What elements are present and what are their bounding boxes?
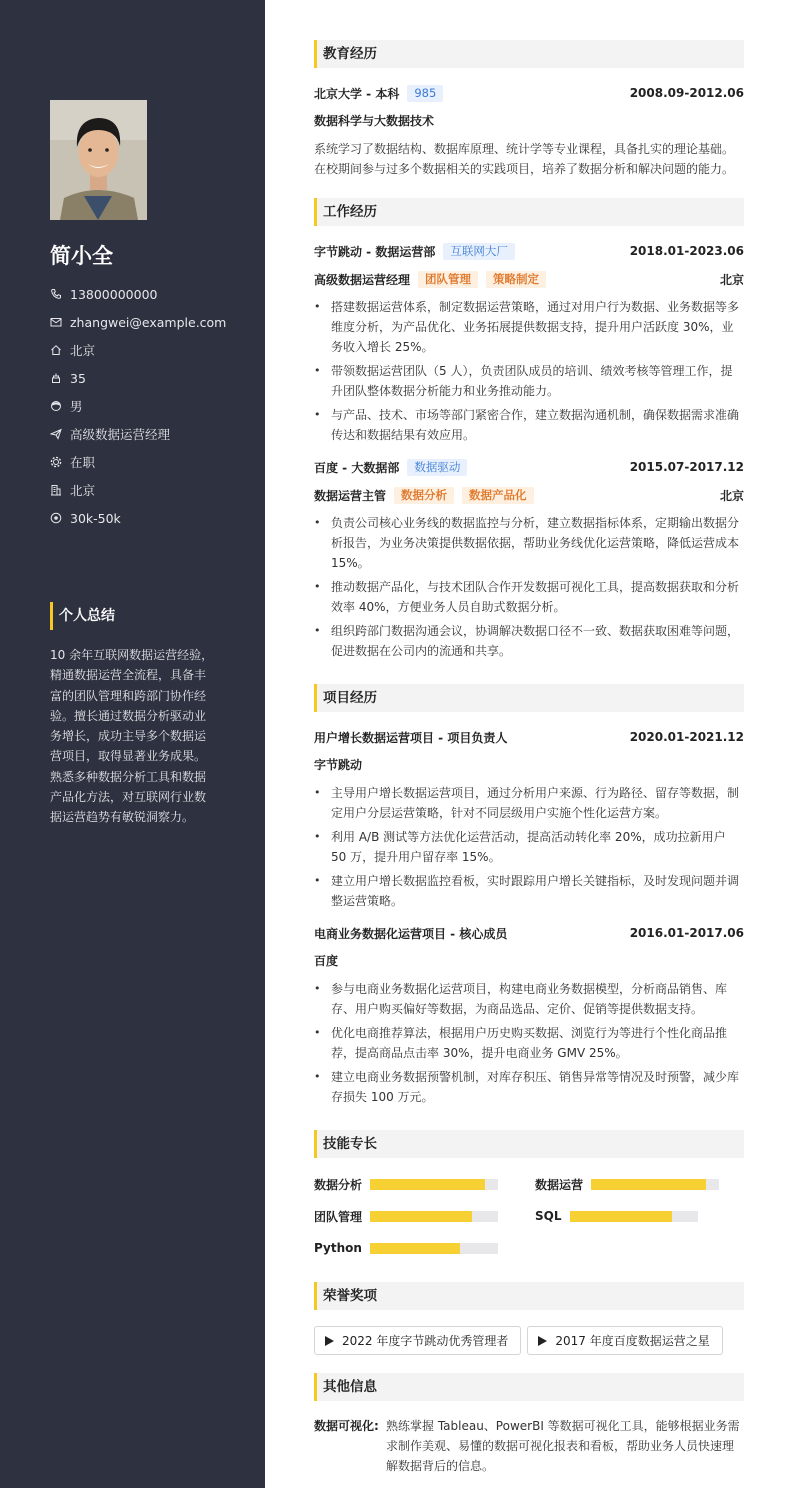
gender-icon [50, 400, 62, 412]
work-header [314, 241, 744, 261]
awards-list [314, 1326, 744, 1355]
contact-phone [50, 280, 250, 308]
skill-name: Python [314, 1241, 362, 1255]
role-tag: 数据产品化 [462, 487, 534, 504]
play-icon [538, 1336, 547, 1346]
section-title-education: 教育经历 [314, 40, 744, 68]
skill-bar-fill [370, 1179, 485, 1190]
skill-bar [370, 1211, 498, 1222]
project-company: 百度 [314, 954, 339, 968]
project-header [314, 923, 744, 943]
skill-item [314, 1238, 498, 1258]
role-tag: 策略制定 [486, 271, 546, 288]
profile-name: 简小全 [50, 244, 113, 268]
mail-icon [50, 316, 62, 328]
home-icon [50, 344, 62, 356]
list-item: • 建立用户增长数据监控看板，实时跟踪用户增长关键指标，及时发现问题并调整运营策略。 [314, 871, 744, 911]
work-role: 高级数据运营经理 [314, 272, 411, 287]
award-chip[interactable] [527, 1326, 722, 1355]
list-item: • 建立电商业务数据预警机制，对库存积压、销售异常等情况及时预警，减少库存损失 100 万元。 [314, 1067, 744, 1107]
contact-email[interactable] [50, 308, 250, 336]
send-icon [50, 428, 62, 440]
summary-title: 个人总结 [50, 602, 115, 630]
list-item: • 利用 A/B 测试等方法优化运营活动，提高活动转化率 20%，成功拉新用户 50 万，提升用户留存率 15%。 [314, 827, 744, 867]
school-name: 北京大学 - 本科 [314, 86, 400, 101]
skill-bar [370, 1243, 498, 1254]
education-date: 2008.09-2012.06 [629, 86, 744, 100]
skill-item [535, 1206, 698, 1226]
work-date: 2018.01-2023.06 [629, 244, 744, 258]
building-icon [50, 484, 62, 496]
skill-item [314, 1206, 498, 1226]
skill-bar [570, 1211, 698, 1222]
award-chip[interactable] [314, 1326, 521, 1355]
contact-status [50, 448, 250, 476]
section-title-awards: 荣誉奖项 [314, 1282, 744, 1310]
phone-icon [50, 288, 62, 300]
sidebar [0, 0, 265, 1488]
work-role-row [314, 485, 744, 505]
work-header [314, 457, 744, 477]
award-label: 2022 年度字节跳动优秀管理者 [342, 1334, 509, 1348]
list-item: • 负责公司核心业务线的数据监控与分析，建立数据指标体系，定期输出数据分析报告，为业务决策提供数据依据，帮助业务线优化运营策略，降低运营成本 15%。 [314, 513, 744, 573]
other-text: 熟练掌握 Tableau、PowerBI 等数据可视化工具，能够根据业务需求制作美观、易懂的数据可视化报表和看板，帮助业务人员快速理解数据背后的信息。 [386, 1419, 740, 1473]
list-item: • 搭建数据运营体系，制定数据运营策略，通过对用户行为数据、业务数据等多维度分析，为产品优化、业务拓展提供数据支持，提升用户活跃度 30%，业务收入增长 25%。 [314, 297, 744, 357]
work-tag: 数据驱动 [407, 459, 467, 476]
other-info [314, 1416, 744, 1476]
list-item: • 参与电商业务数据化运营项目，构建电商业务数据模型，分析商品销售、库存、用户购买偏好等数据，为商品选品、定价、促销等提供数据支持。 [314, 979, 744, 1019]
award-label: 2017 年度百度数据运营之星 [555, 1334, 710, 1348]
list-item: • 带领数据运营团队（5 人），负责团队成员的培训、绩效考核等管理工作，提升团队整体数据分析能力和业务推动能力。 [314, 361, 744, 401]
skill-name: 团队管理 [314, 1209, 363, 1224]
school-tag: 985 [407, 85, 443, 102]
list-item: • 优化电商推荐算法，根据用户历史购买数据、浏览行为等进行个性化商品推荐，提高商品点击率 30%，提升电商业务 GMV 25%。 [314, 1023, 744, 1063]
skill-item [535, 1174, 719, 1194]
contact-list [50, 280, 250, 532]
work-company: 字节跳动 - 数据运营部 [314, 244, 436, 259]
skills-grid [314, 1174, 744, 1262]
work-location: 北京 [719, 272, 744, 287]
list-item: • 推动数据产品化，与技术团队合作开发数据可视化工具，提高数据获取和分析效率 40%，方便业务人员自助式数据分析。 [314, 577, 744, 617]
contact-workplace [50, 476, 250, 504]
work-bullets [314, 513, 744, 661]
contact-text: zhangwei@example.com [70, 314, 227, 330]
work-company: 百度 - 大数据部 [314, 460, 400, 475]
skill-name: 数据运营 [535, 1177, 584, 1192]
education-major: 数据科学与大数据技术 [314, 114, 435, 128]
project-bullets [314, 783, 744, 911]
work-location: 北京 [719, 488, 744, 503]
project-name: 用户增长数据运营项目 - 项目负责人 [314, 730, 508, 745]
contact-gender [50, 392, 250, 420]
play-icon [325, 1336, 334, 1346]
skill-item [314, 1174, 498, 1194]
contact-text: 男 [70, 399, 83, 414]
contact-age [50, 364, 250, 392]
project-item [314, 923, 744, 1107]
contact-text: 35 [70, 370, 86, 386]
education-header [314, 83, 744, 103]
work-bullets [314, 297, 744, 445]
work-role-row [314, 269, 744, 289]
contact-city [50, 336, 250, 364]
project-date: 2020.01-2021.12 [629, 730, 744, 744]
role-tag: 团队管理 [418, 271, 478, 288]
project-header [314, 727, 744, 747]
skill-name: SQL [535, 1209, 562, 1223]
work-date: 2015.07-2017.12 [629, 460, 744, 474]
section-title-projects: 项目经历 [314, 684, 744, 712]
skill-bar-fill [591, 1179, 706, 1190]
section-title-work: 工作经历 [314, 198, 744, 226]
main-content [314, 40, 744, 1476]
project-company: 字节跳动 [314, 758, 363, 772]
avatar [50, 100, 147, 220]
work-item [314, 241, 744, 445]
contact-text: 30k-50k [70, 510, 121, 526]
salary-icon [50, 512, 62, 524]
project-bullets [314, 979, 744, 1107]
list-item: • 与产品、技术、市场等部门紧密合作，建立数据沟通机制，确保数据需求准确传达和数据结果有效应用。 [314, 405, 744, 445]
list-item: • 组织跨部门数据沟通会议，协调解决数据口径不一致、数据获取困难等问题，促进数据在公司内的流通和共享。 [314, 621, 744, 661]
skill-bar-fill [370, 1211, 472, 1222]
project-date: 2016.01-2017.06 [629, 926, 744, 940]
status-icon [50, 456, 62, 468]
contact-text: 在职 [70, 455, 96, 470]
contact-position [50, 420, 250, 448]
contact-text: 高级数据运营经理 [70, 427, 171, 442]
work-tag: 互联网大厂 [443, 243, 515, 260]
contact-text: 13800000000 [70, 286, 158, 302]
skill-bar [370, 1179, 498, 1190]
other-label: 数据可视化: [314, 1419, 379, 1433]
summary-text: 10 余年互联网数据运营经验，精通数据运营全流程，具备丰富的团队管理和跨部门协作经验。擅长通过数据分析驱动业务增长，成功主导多个数据运营项目，取得显著业务成果。熟悉多种数据分析工具和数据产品化方法，对互联网行业数据运营趋势有敏锐洞察力。 [50, 648, 214, 825]
skill-bar [591, 1179, 719, 1190]
skill-name: 数据分析 [314, 1177, 363, 1192]
project-name: 电商业务数据化运营项目 - 核心成员 [314, 926, 508, 941]
education-desc: 系统学习了数据结构、数据库原理、统计学等专业课程，具备扎实的理论基础。在校期间参与过多个数据相关的实践项目，培养了数据分析和解决问题的能力。 [314, 142, 735, 176]
contact-text: 北京 [70, 483, 96, 498]
section-title-skills: 技能专长 [314, 1130, 744, 1158]
contact-salary [50, 504, 250, 532]
list-item: • 主导用户增长数据运营项目，通过分析用户来源、行为路径、留存等数据，制定用户分层运营策略，针对不同层级用户实施个性化运营方案。 [314, 783, 744, 823]
skill-bar-fill [370, 1243, 460, 1254]
skill-bar-fill [570, 1211, 672, 1222]
project-item [314, 727, 744, 911]
work-role: 数据运营主管 [314, 488, 387, 503]
age-icon [50, 372, 62, 384]
contact-text: 北京 [70, 343, 96, 358]
section-title-other: 其他信息 [314, 1373, 744, 1401]
work-item [314, 457, 744, 661]
role-tag: 数据分析 [394, 487, 454, 504]
